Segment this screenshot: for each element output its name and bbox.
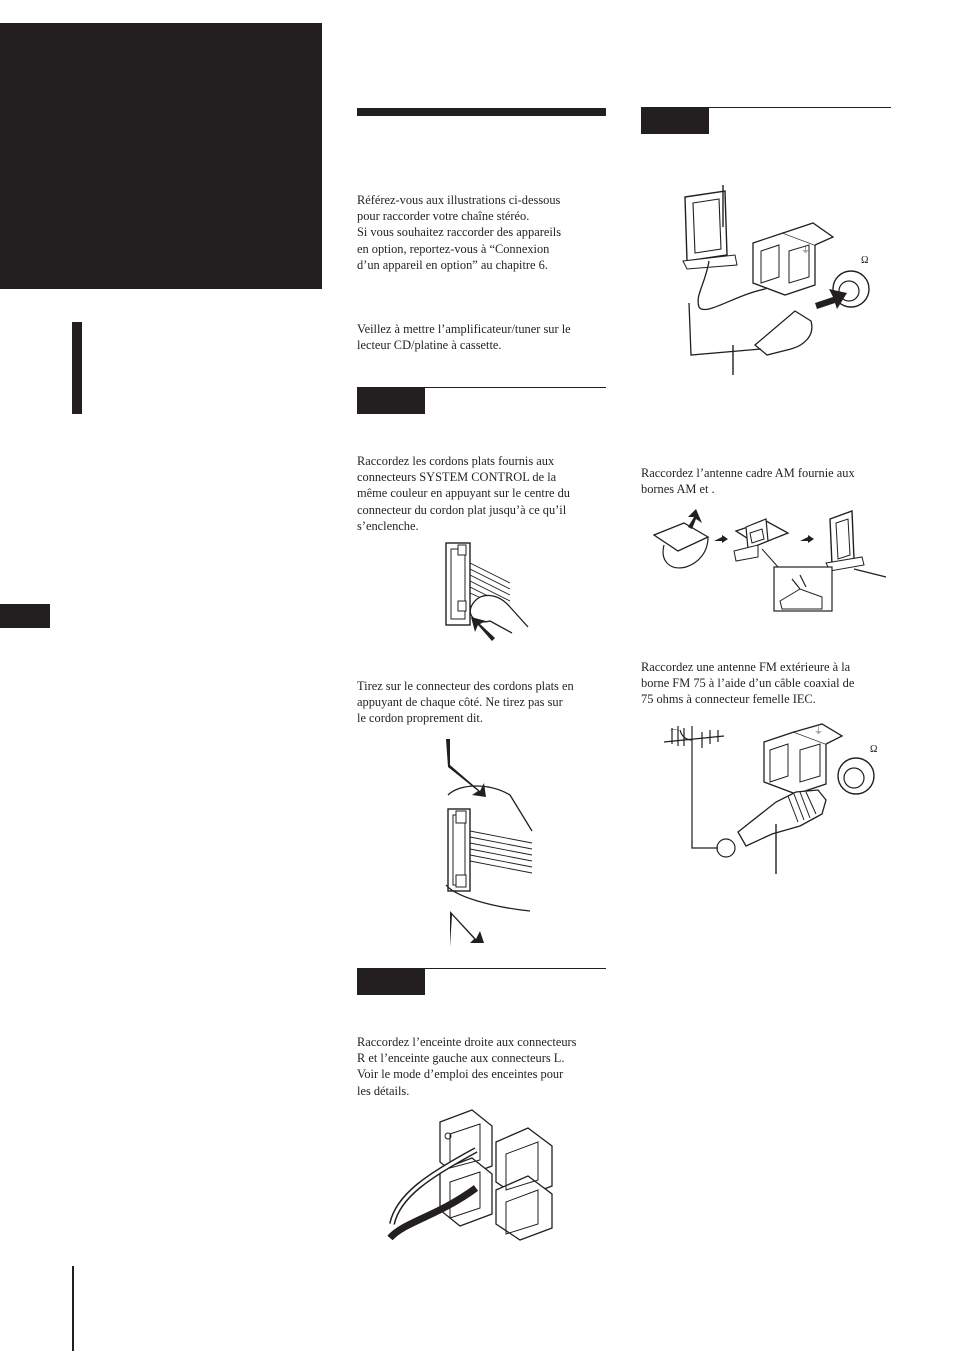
chapter-header-block bbox=[0, 23, 322, 289]
intro-paragraph: Référez-vous aux illustrations ci-dessous pour raccorder votre chaîne stéréo. Si vous souhaitez raccorder des appareils en option, reportez-vous à “Connexion d’un appareil en option” au chapitre 6. bbox=[357, 193, 562, 272]
system-control-disconnect-text: Tirez sur le connecteur des cordons plats en appuyant de chaque côté. Ne tirez pas sur le cordon proprement dit. bbox=[357, 679, 574, 726]
fm-ohm-symbol: Ω bbox=[861, 255, 869, 266]
flat-cable-connect-illustration bbox=[440, 535, 540, 647]
fm-ohm-symbol-2: Ω bbox=[870, 744, 878, 755]
placement-note: Veillez à mettre l’amplificateur/tuner sur le lecteur CD/platine à cassette. bbox=[357, 322, 571, 353]
am-loop-antenna-assembly-illustration bbox=[650, 505, 890, 613]
svg-text:⌒: ⌒ bbox=[670, 729, 678, 738]
am-antenna-text: Raccordez l’antenne cadre AM fournie aux bornes AM et . bbox=[641, 466, 855, 497]
footer-rule bbox=[72, 1266, 74, 1351]
sidebar-title-bar bbox=[72, 322, 82, 414]
speaker-terminal-illustration bbox=[388, 1106, 558, 1242]
flat-cable-disconnect-illustration bbox=[440, 735, 540, 947]
step1-label-box bbox=[357, 387, 425, 414]
step2-label-box bbox=[357, 968, 425, 995]
step3-label-box bbox=[641, 107, 709, 134]
antenna-overview-illustration bbox=[665, 185, 875, 380]
section-title-rule bbox=[357, 108, 606, 116]
svg-text:⏚: ⏚ bbox=[801, 245, 811, 255]
fm-antenna-text: Raccordez une antenne FM extérieure à la borne FM 75 à l’aide d’un câble coaxial de 75 ohms à connecteur femelle IEC. bbox=[641, 660, 855, 707]
speaker-connect-text: Raccordez l’enceinte droite aux connecteurs R et l’enceinte gauche aux connecteurs L. Voir le mode d’emploi des enceintes pour les détails. bbox=[357, 1035, 577, 1098]
page-tab bbox=[0, 604, 50, 628]
system-control-connect-text: Raccordez les cordons plats fournis aux connecteurs SYSTEM CONTROL de la même couleur en appuyant sur le centre du connecteur du cordon plat jusqu’à ce qu’il s’enclenche. bbox=[357, 454, 570, 533]
fm-coaxial-illustration bbox=[660, 722, 880, 882]
svg-text:⏚: ⏚ bbox=[814, 726, 824, 736]
